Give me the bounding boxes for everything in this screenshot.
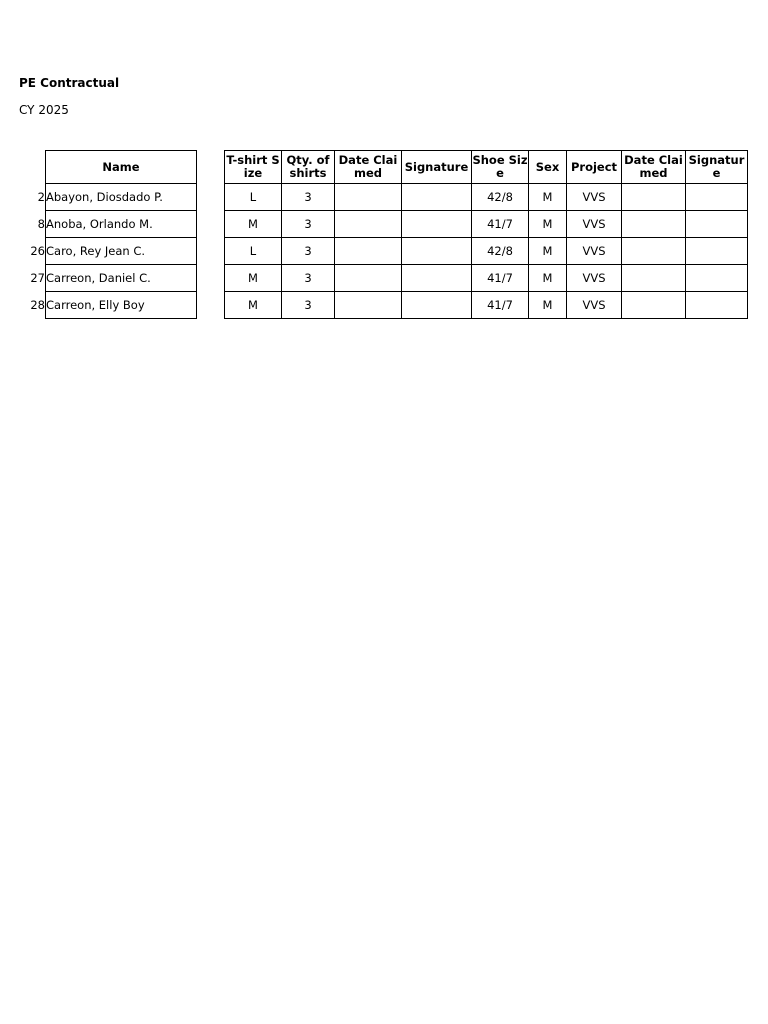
header-project: Project bbox=[567, 151, 622, 184]
signature-2-cell bbox=[686, 265, 748, 292]
tshirt-size-cell: M bbox=[225, 292, 282, 319]
header-sex: Sex bbox=[529, 151, 567, 184]
date-claimed-cell bbox=[335, 184, 402, 211]
row-index: 27 bbox=[30, 271, 45, 285]
table-row bbox=[25, 265, 197, 292]
signature-cell bbox=[402, 265, 472, 292]
name-table bbox=[25, 150, 197, 319]
qty-shirts-cell: 3 bbox=[282, 265, 335, 292]
row-index: 2 bbox=[37, 190, 45, 204]
header-date-claimed-1: Date Claimed bbox=[335, 151, 402, 184]
signature-cell bbox=[402, 211, 472, 238]
header-signature-1: Signature bbox=[402, 151, 472, 184]
shoe-size-cell: 41/7 bbox=[472, 292, 529, 319]
name-cell: Caro, Rey Jean C. bbox=[46, 238, 197, 265]
date-claimed-2-cell bbox=[622, 184, 686, 211]
qty-shirts-cell: 3 bbox=[282, 292, 335, 319]
date-claimed-cell bbox=[335, 211, 402, 238]
document-subtitle: CY 2025 bbox=[19, 103, 69, 117]
tshirt-size-cell: M bbox=[225, 211, 282, 238]
project-cell: VVS bbox=[567, 265, 622, 292]
header-qty-shirts: Qty. of shirts bbox=[282, 151, 335, 184]
header-shoe-size: Shoe Size bbox=[472, 151, 529, 184]
header-signature-2: Signature bbox=[686, 151, 748, 184]
project-cell: VVS bbox=[567, 238, 622, 265]
date-claimed-cell bbox=[335, 238, 402, 265]
date-claimed-2-cell bbox=[622, 211, 686, 238]
sex-cell: M bbox=[529, 184, 567, 211]
shoe-size-cell: 42/8 bbox=[472, 238, 529, 265]
date-claimed-cell bbox=[335, 292, 402, 319]
table-row bbox=[225, 211, 748, 238]
name-cell: Carreon, Daniel C. bbox=[46, 265, 197, 292]
signature-2-cell bbox=[686, 211, 748, 238]
qty-shirts-cell: 3 bbox=[282, 211, 335, 238]
table-row bbox=[25, 211, 197, 238]
qty-shirts-cell: 3 bbox=[282, 238, 335, 265]
name-cell: Abayon, Diosdado P. bbox=[46, 184, 197, 211]
signature-cell bbox=[402, 184, 472, 211]
table-row bbox=[25, 238, 197, 265]
table-row bbox=[25, 292, 197, 319]
row-index: 8 bbox=[37, 217, 45, 231]
document-title: PE Contractual bbox=[19, 76, 120, 90]
header-tshirt-size: T-shirt Size bbox=[225, 151, 282, 184]
header-name: Name bbox=[46, 151, 197, 184]
detail-table bbox=[224, 150, 748, 319]
detail-table-header-row bbox=[225, 151, 748, 184]
name-cell: Anoba, Orlando M. bbox=[46, 211, 197, 238]
qty-shirts-cell: 3 bbox=[282, 184, 335, 211]
header-date-claimed-2: Date Claimed bbox=[622, 151, 686, 184]
project-cell: VVS bbox=[567, 211, 622, 238]
signature-2-cell bbox=[686, 184, 748, 211]
table-row bbox=[225, 238, 748, 265]
project-cell: VVS bbox=[567, 292, 622, 319]
signature-2-cell bbox=[686, 292, 748, 319]
tshirt-size-cell: M bbox=[225, 265, 282, 292]
date-claimed-2-cell bbox=[622, 238, 686, 265]
shoe-size-cell: 42/8 bbox=[472, 184, 529, 211]
index-header bbox=[25, 151, 46, 184]
table-row bbox=[225, 184, 748, 211]
signature-2-cell bbox=[686, 238, 748, 265]
name-cell: Carreon, Elly Boy bbox=[46, 292, 197, 319]
sex-cell: M bbox=[529, 238, 567, 265]
date-claimed-2-cell bbox=[622, 265, 686, 292]
tshirt-size-cell: L bbox=[225, 238, 282, 265]
sex-cell: M bbox=[529, 292, 567, 319]
name-table-header-row bbox=[25, 151, 197, 184]
sex-cell: M bbox=[529, 211, 567, 238]
row-index: 26 bbox=[30, 244, 45, 258]
tshirt-size-cell: L bbox=[225, 184, 282, 211]
date-claimed-2-cell bbox=[622, 292, 686, 319]
shoe-size-cell: 41/7 bbox=[472, 211, 529, 238]
signature-cell bbox=[402, 292, 472, 319]
project-cell: VVS bbox=[567, 184, 622, 211]
sex-cell: M bbox=[529, 265, 567, 292]
signature-cell bbox=[402, 238, 472, 265]
row-index: 28 bbox=[30, 298, 45, 312]
table-row bbox=[25, 184, 197, 211]
shoe-size-cell: 41/7 bbox=[472, 265, 529, 292]
date-claimed-cell bbox=[335, 265, 402, 292]
table-row bbox=[225, 292, 748, 319]
table-row bbox=[225, 265, 748, 292]
